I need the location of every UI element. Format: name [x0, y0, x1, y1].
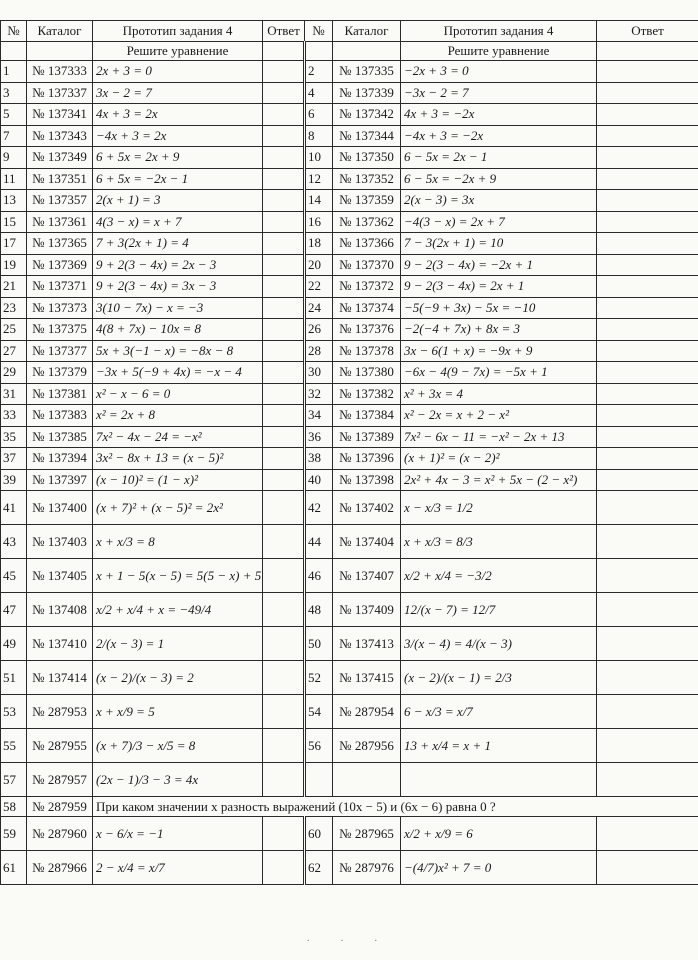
catalog-number: № 137369 — [27, 254, 93, 276]
task-number: 10 — [305, 147, 333, 169]
catalog-number: № 137376 — [333, 319, 401, 341]
task-equation: (x − 2)/(x − 3) = 2 — [93, 661, 263, 695]
task-number: 29 — [1, 362, 27, 384]
table-row — [1, 491, 698, 525]
catalog-number: № 137389 — [333, 426, 401, 448]
table-row — [1, 695, 698, 729]
tasks-table — [0, 20, 698, 885]
task-number: 2 — [305, 61, 333, 83]
task-number: 30 — [305, 362, 333, 384]
answer-cell[interactable] — [263, 851, 305, 885]
catalog-number: № 137410 — [27, 627, 93, 661]
task-equation: 6 − 5x = −2x + 9 — [401, 168, 597, 190]
task-equation: 4x + 3 = 2x — [93, 104, 263, 126]
header-prototype-left: Прототип задания 4 — [93, 21, 263, 42]
catalog-number: № 137400 — [27, 491, 93, 525]
answer-cell[interactable] — [263, 627, 305, 661]
task-equation: 4(8 + 7x) − 10x = 8 — [93, 319, 263, 341]
catalog-number: № 137414 — [27, 661, 93, 695]
task-equation: 2(x − 3) = 3x — [401, 190, 597, 212]
answer-cell[interactable] — [597, 426, 698, 448]
task-equation: 4x + 3 = −2x — [401, 104, 597, 126]
task-number: 20 — [305, 254, 333, 276]
task-equation: x − 6/x = −1 — [93, 817, 263, 851]
table-row — [1, 61, 698, 83]
catalog-number: № 137351 — [27, 168, 93, 190]
answer-cell[interactable] — [263, 61, 305, 83]
task-number: 55 — [1, 729, 27, 763]
catalog-number: № 137402 — [333, 491, 401, 525]
answer-cell[interactable] — [597, 695, 698, 729]
header-no-left: № — [1, 21, 27, 42]
task-number: 37 — [1, 448, 27, 470]
answer-cell[interactable] — [597, 319, 698, 341]
table-row — [1, 147, 698, 169]
catalog-number: № 137343 — [27, 125, 93, 147]
subheader-row — [1, 42, 698, 61]
catalog-number: № 287954 — [333, 695, 401, 729]
catalog-number: № 287959 — [27, 797, 93, 817]
answer-cell[interactable] — [263, 525, 305, 559]
task-equation: 4(3 − x) = x + 7 — [93, 211, 263, 233]
task-equation: −(4/7)x² + 7 = 0 — [401, 851, 597, 885]
answer-cell[interactable] — [263, 297, 305, 319]
catalog-number: № 137341 — [27, 104, 93, 126]
header-answer-right: Ответ — [597, 21, 698, 42]
task-number: 3 — [1, 82, 27, 104]
catalog-number: № 287960 — [27, 817, 93, 851]
task-number: 7 — [1, 125, 27, 147]
answer-cell[interactable] — [263, 125, 305, 147]
task-equation: 12/(x − 7) = 12/7 — [401, 593, 597, 627]
answer-cell[interactable] — [263, 729, 305, 763]
task-equation: 7 + 3(2x + 1) = 4 — [93, 233, 263, 255]
task-equation: x/2 + x/4 + x = −49/4 — [93, 593, 263, 627]
catalog-number: № 137380 — [333, 362, 401, 384]
catalog-number: № 287965 — [333, 817, 401, 851]
task-equation: (x − 2)/(x − 1) = 2/3 — [401, 661, 597, 695]
answer-cell[interactable] — [263, 254, 305, 276]
task-equation: x² − 2x = x + 2 − x² — [401, 405, 597, 427]
task-number: 45 — [1, 559, 27, 593]
task-number: 47 — [1, 593, 27, 627]
task-number: 13 — [1, 190, 27, 212]
catalog-number: № 137370 — [333, 254, 401, 276]
task-number: 50 — [305, 627, 333, 661]
task-equation: 6 − 5x = 2x − 1 — [401, 147, 597, 169]
catalog-number: № 287956 — [333, 729, 401, 763]
task-number: 46 — [305, 559, 333, 593]
task-equation: 2x + 3 = 0 — [93, 61, 263, 83]
task-equation: x² = 2x + 8 — [93, 405, 263, 427]
task-number: 28 — [305, 340, 333, 362]
task-number: 54 — [305, 695, 333, 729]
header-catalog-right: Каталог — [333, 21, 401, 42]
task-equation: 3(10 − 7x) − x = −3 — [93, 297, 263, 319]
catalog-number: № 137385 — [27, 426, 93, 448]
task-number: 61 — [1, 851, 27, 885]
header-row — [1, 21, 698, 42]
task-number: 48 — [305, 593, 333, 627]
catalog-number: № 287976 — [333, 851, 401, 885]
task-number: 62 — [305, 851, 333, 885]
answer-cell[interactable] — [263, 559, 305, 593]
task-equation: 6 − x/3 = x/7 — [401, 695, 597, 729]
task-number: 33 — [1, 405, 27, 427]
task-number: 16 — [305, 211, 333, 233]
catalog-number: № 287957 — [27, 763, 93, 797]
answer-cell[interactable] — [597, 276, 698, 298]
task-number: 34 — [305, 405, 333, 427]
answer-cell[interactable] — [597, 763, 698, 797]
table-row — [1, 319, 698, 341]
answer-cell[interactable] — [263, 319, 305, 341]
answer-cell[interactable] — [263, 168, 305, 190]
answer-cell[interactable] — [597, 559, 698, 593]
task-number: 1 — [1, 61, 27, 83]
answer-cell[interactable] — [597, 383, 698, 405]
task-equation: (x + 1)² = (x − 2)² — [401, 448, 597, 470]
answer-cell[interactable] — [263, 426, 305, 448]
table-row — [1, 383, 698, 405]
answer-cell[interactable] — [263, 104, 305, 126]
catalog-number: № 137373 — [27, 297, 93, 319]
task-number: 22 — [305, 276, 333, 298]
answer-cell[interactable] — [263, 82, 305, 104]
table-row — [1, 254, 698, 276]
task-equation: x + x/3 = 8/3 — [401, 525, 597, 559]
task-equation: 2(x + 1) = 3 — [93, 190, 263, 212]
answer-cell[interactable] — [263, 190, 305, 212]
task-equation: x + x/3 = 8 — [93, 525, 263, 559]
task-equation: (2x − 1)/3 − 3 = 4x — [93, 763, 263, 797]
task-number: 42 — [305, 491, 333, 525]
task-number: 11 — [1, 168, 27, 190]
task-equation: 9 + 2(3 − 4x) = 2x − 3 — [93, 254, 263, 276]
table-row — [1, 763, 698, 797]
task-equation: −6x − 4(9 − 7x) = −5x + 1 — [401, 362, 597, 384]
answer-cell[interactable] — [597, 168, 698, 190]
answer-cell[interactable] — [263, 147, 305, 169]
table-row — [1, 448, 698, 470]
table-row — [1, 469, 698, 491]
answer-cell[interactable] — [263, 383, 305, 405]
table-row — [1, 297, 698, 319]
task-equation: 6 + 5x = 2x + 9 — [93, 147, 263, 169]
task-equation: 3x² − 8x + 13 = (x − 5)² — [93, 448, 263, 470]
task-equation: −4x + 3 = 2x — [93, 125, 263, 147]
task-equation: x/2 + x/4 = −3/2 — [401, 559, 597, 593]
catalog-number: № 137381 — [27, 383, 93, 405]
task-number: 59 — [1, 817, 27, 851]
task-number: 9 — [1, 147, 27, 169]
catalog-number: № 137350 — [333, 147, 401, 169]
catalog-number — [333, 763, 401, 797]
task-number: 17 — [1, 233, 27, 255]
task-number: 51 — [1, 661, 27, 695]
catalog-number: № 137344 — [333, 125, 401, 147]
task-number: 5 — [1, 104, 27, 126]
task-number: 18 — [305, 233, 333, 255]
answer-cell[interactable] — [597, 61, 698, 83]
task-number: 49 — [1, 627, 27, 661]
catalog-number: № 137383 — [27, 405, 93, 427]
table-row — [1, 104, 698, 126]
task-equation: (x − 10)² = (1 − x)² — [93, 469, 263, 491]
task-equation: 2/(x − 3) = 1 — [93, 627, 263, 661]
task-equation: 9 − 2(3 − 4x) = 2x + 1 — [401, 276, 597, 298]
answer-cell[interactable] — [263, 448, 305, 470]
catalog-number: № 137408 — [27, 593, 93, 627]
catalog-number: № 137366 — [333, 233, 401, 255]
catalog-number: № 137374 — [333, 297, 401, 319]
catalog-number: № 137378 — [333, 340, 401, 362]
task-number: 25 — [1, 319, 27, 341]
catalog-number: № 137337 — [27, 82, 93, 104]
catalog-number: № 137377 — [27, 340, 93, 362]
answer-cell[interactable] — [597, 254, 698, 276]
catalog-number: № 137405 — [27, 559, 93, 593]
catalog-number: № 137352 — [333, 168, 401, 190]
answer-cell[interactable] — [597, 491, 698, 525]
task-number: 52 — [305, 661, 333, 695]
task-equation: 13 + x/4 = x + 1 — [401, 729, 597, 763]
catalog-number: № 137339 — [333, 82, 401, 104]
task-number: 39 — [1, 469, 27, 491]
answer-cell[interactable] — [263, 763, 305, 797]
catalog-number: № 137398 — [333, 469, 401, 491]
table-row — [1, 276, 698, 298]
answer-cell[interactable] — [597, 817, 698, 851]
catalog-number: № 137397 — [27, 469, 93, 491]
task-number: 31 — [1, 383, 27, 405]
answer-cell[interactable] — [597, 104, 698, 126]
task-number: 40 — [305, 469, 333, 491]
task-equation: 7x² − 6x − 11 = −x² − 2x + 13 — [401, 426, 597, 448]
catalog-number: № 137362 — [333, 211, 401, 233]
catalog-number: № 137394 — [27, 448, 93, 470]
task-number — [305, 763, 333, 797]
catalog-number: № 137349 — [27, 147, 93, 169]
header-no-right: № — [305, 21, 333, 42]
task-equation: −4x + 3 = −2x — [401, 125, 597, 147]
answer-cell[interactable] — [597, 593, 698, 627]
task-equation: 5x + 3(−1 − x) = −8x − 8 — [93, 340, 263, 362]
task-equation: −4(3 − x) = 2x + 7 — [401, 211, 597, 233]
task-equation: x² − x − 6 = 0 — [93, 383, 263, 405]
task-equation: 3x − 6(1 + x) = −9x + 9 — [401, 340, 597, 362]
task-equation: (x + 7)/3 − x/5 = 8 — [93, 729, 263, 763]
answer-cell[interactable] — [597, 147, 698, 169]
table-row — [1, 593, 698, 627]
catalog-number: № 287966 — [27, 851, 93, 885]
catalog-number: № 137407 — [333, 559, 401, 593]
catalog-number: № 137404 — [333, 525, 401, 559]
answer-cell[interactable] — [597, 190, 698, 212]
catalog-number: № 137359 — [333, 190, 401, 212]
task-equation: 7x² − 4x − 24 = −x² — [93, 426, 263, 448]
task-equation: 6 + 5x = −2x − 1 — [93, 168, 263, 190]
answer-cell[interactable] — [263, 211, 305, 233]
task-equation: 2 − x/4 = x/7 — [93, 851, 263, 885]
task-number: 14 — [305, 190, 333, 212]
task-number: 26 — [305, 319, 333, 341]
task-number: 32 — [305, 383, 333, 405]
task-equation: x/2 + x/9 = 6 — [401, 817, 597, 851]
answer-cell[interactable] — [597, 211, 698, 233]
task-equation: x + x/9 = 5 — [93, 695, 263, 729]
table-row — [1, 211, 698, 233]
answer-cell[interactable] — [597, 297, 698, 319]
task-number: 4 — [305, 82, 333, 104]
answer-cell[interactable] — [263, 469, 305, 491]
task-number: 38 — [305, 448, 333, 470]
answer-cell[interactable] — [597, 125, 698, 147]
task-number: 57 — [1, 763, 27, 797]
task-equation: −2(−4 + 7x) + 8x = 3 — [401, 319, 597, 341]
answer-cell[interactable] — [263, 362, 305, 384]
task-equation: −3x + 5(−9 + 4x) = −x − 4 — [93, 362, 263, 384]
table-row — [1, 340, 698, 362]
catalog-number: № 137361 — [27, 211, 93, 233]
table-row — [1, 797, 698, 817]
task-equation: 3x − 2 = 7 — [93, 82, 263, 104]
task-equation — [401, 763, 597, 797]
answer-cell[interactable] — [597, 448, 698, 470]
catalog-number: № 137409 — [333, 593, 401, 627]
task-number: 27 — [1, 340, 27, 362]
answer-cell[interactable] — [263, 661, 305, 695]
task-number: 19 — [1, 254, 27, 276]
catalog-number: № 137375 — [27, 319, 93, 341]
table-row — [1, 661, 698, 695]
header-catalog-left: Каталог — [27, 21, 93, 42]
subheader-right: Решите уравнение — [401, 42, 597, 61]
catalog-number: № 137384 — [333, 405, 401, 427]
answer-cell[interactable] — [263, 817, 305, 851]
answer-cell[interactable] — [597, 82, 698, 104]
task-number: 56 — [305, 729, 333, 763]
task-number: 53 — [1, 695, 27, 729]
table-row — [1, 190, 698, 212]
task-equation: 3/(x − 4) = 4/(x − 3) — [401, 627, 597, 661]
task-number: 24 — [305, 297, 333, 319]
task-equation: 7 − 3(2x + 1) = 10 — [401, 233, 597, 255]
page-dots: · · · — [306, 936, 392, 947]
task-number: 36 — [305, 426, 333, 448]
task-equation: 2x² + 4x − 3 = x² + 5x − (2 − x²) — [401, 469, 597, 491]
table-row — [1, 851, 698, 885]
table-row — [1, 168, 698, 190]
task-number: 43 — [1, 525, 27, 559]
catalog-number: № 137365 — [27, 233, 93, 255]
task-number: 35 — [1, 426, 27, 448]
catalog-number: № 137382 — [333, 383, 401, 405]
table-row — [1, 559, 698, 593]
answer-cell[interactable] — [263, 405, 305, 427]
task-number: 60 — [305, 817, 333, 851]
answer-cell[interactable] — [597, 729, 698, 763]
task-equation: 9 − 2(3 − 4x) = −2x + 1 — [401, 254, 597, 276]
task-number: 8 — [305, 125, 333, 147]
table-row — [1, 233, 698, 255]
catalog-number: № 287953 — [27, 695, 93, 729]
answer-cell[interactable] — [263, 276, 305, 298]
table-row — [1, 627, 698, 661]
catalog-number: № 137403 — [27, 525, 93, 559]
answer-cell[interactable] — [263, 695, 305, 729]
answer-cell[interactable] — [263, 593, 305, 627]
catalog-number: № 137357 — [27, 190, 93, 212]
catalog-number: № 287955 — [27, 729, 93, 763]
answer-cell[interactable] — [597, 362, 698, 384]
task-number: 6 — [305, 104, 333, 126]
answer-cell[interactable] — [597, 627, 698, 661]
task-number: 41 — [1, 491, 27, 525]
answer-cell[interactable] — [263, 233, 305, 255]
table-row — [1, 426, 698, 448]
table-row — [1, 82, 698, 104]
table-row — [1, 405, 698, 427]
answer-cell[interactable] — [597, 661, 698, 695]
table-row — [1, 125, 698, 147]
task-number: 15 — [1, 211, 27, 233]
task-equation: (x + 7)² + (x − 5)² = 2x² — [93, 491, 263, 525]
task-equation: 9 + 2(3 − 4x) = 3x − 3 — [93, 276, 263, 298]
task-equation: x² + 3x = 4 — [401, 383, 597, 405]
catalog-number: № 137335 — [333, 61, 401, 83]
answer-cell[interactable] — [597, 405, 698, 427]
table-row — [1, 362, 698, 384]
answer-cell[interactable] — [263, 340, 305, 362]
task-equation: x − x/3 = 1/2 — [401, 491, 597, 525]
answer-cell[interactable] — [597, 851, 698, 885]
catalog-number: № 137379 — [27, 362, 93, 384]
table-row — [1, 525, 698, 559]
header-answer-left: Ответ — [263, 21, 305, 42]
task-number: 44 — [305, 525, 333, 559]
catalog-number: № 137415 — [333, 661, 401, 695]
task-number: 23 — [1, 297, 27, 319]
subheader-left: Решите уравнение — [93, 42, 263, 61]
task-number: 21 — [1, 276, 27, 298]
answer-cell[interactable] — [597, 469, 698, 491]
task-equation: x + 1 − 5(x − 5) = 5(5 − x) + 5 — [93, 559, 263, 593]
catalog-number: № 137396 — [333, 448, 401, 470]
task-equation: −2x + 3 = 0 — [401, 61, 597, 83]
catalog-number: № 137413 — [333, 627, 401, 661]
header-prototype-right: Прототип задания 4 — [401, 21, 597, 42]
task-equation: −5(−9 + 3x) − 5x = −10 — [401, 297, 597, 319]
answer-cell[interactable] — [597, 340, 698, 362]
answer-cell[interactable] — [263, 491, 305, 525]
catalog-number: № 137342 — [333, 104, 401, 126]
task-equation: −3x − 2 = 7 — [401, 82, 597, 104]
catalog-number: № 137372 — [333, 276, 401, 298]
task-number: 12 — [305, 168, 333, 190]
catalog-number: № 137333 — [27, 61, 93, 83]
answer-cell[interactable] — [597, 233, 698, 255]
table-row — [1, 817, 698, 851]
catalog-number: № 137371 — [27, 276, 93, 298]
task-number: 58 — [1, 797, 27, 817]
table-row — [1, 729, 698, 763]
answer-cell[interactable] — [597, 525, 698, 559]
task-question: При каком значении x разность выражений (10x − 5) и (6x − 6) равна 0 ? — [93, 797, 698, 817]
